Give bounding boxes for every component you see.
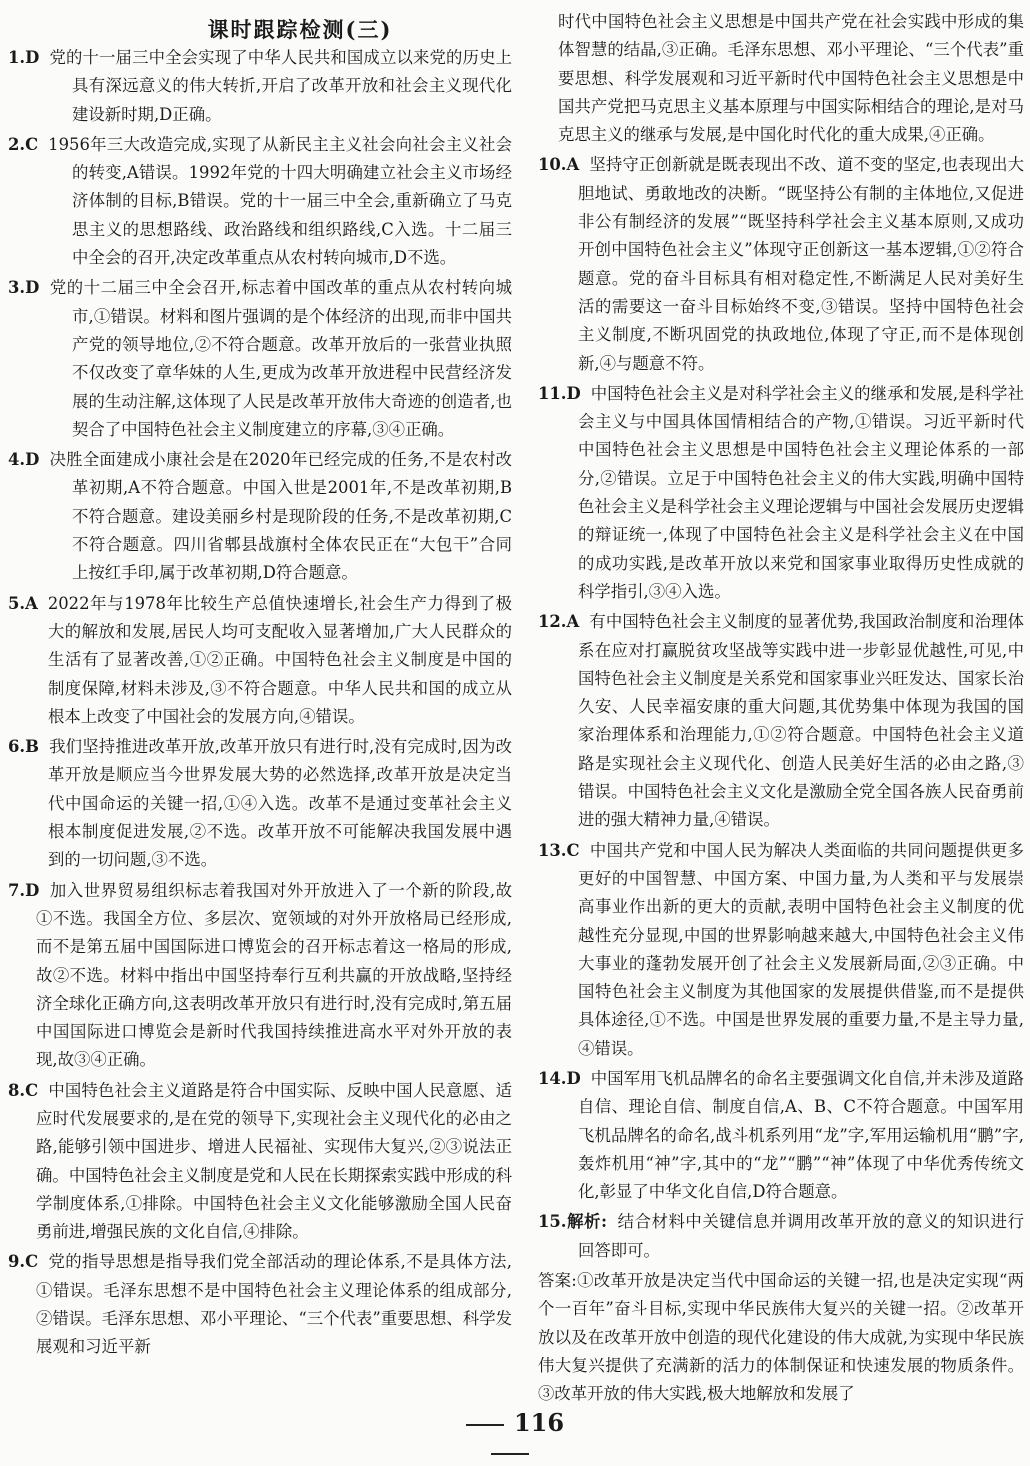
answer-text: 中国特色社会主义是对科学社会主义的继承和发展,是科学社会主义与中国具体国情相结合的产物,①错误。习近平新时代中国特色社会主义思想是中国特色社会主义理论体系的一部分,②错误。立足于中国特色社会主义的伟大实践,明确中国特色社会主义是科学社会主义理论逻辑与中国社会发展历史逻辑的辩证统一,体现了中国特色社会主义是科学社会主义在中国的成功实践,是改革开放以来党和国家事业取得历史性成就的科学指引,③④入选。 xyxy=(578,383,1024,601)
answer-text: 中国共产党和中国人民为解决人类面临的共同问题提供更多更好的中国智慧、中国方案、中国力量,为人类和平与发展崇高事业作出新的更大的贡献,表明中国特色社会主义制度的优越性充分显现,中国的世界影响越来越大,中国特色社会主义伟大事业的蓬勃发展开创了社会主义发展新局面,②③正确。中国特色社会主义制度为其他国家的发展提供借鉴,而不是提供具体途径,①不选。中国是世界发展的重要力量,不是主导力量,④错误。 xyxy=(578,840,1024,1058)
answer-text: 我们坚持推进改革开放,改革开放只有进行时,没有完成时,因为改革开放是顺应当今世界发展大势的必然选择,改革开放是决定当代中国命运的关键一招,①④入选。改革不是通过变革社会主义根本制度促进发展,②不选。改革开放不可能解决我国发展中遇到的一切问题,③不选。 xyxy=(48,737,512,870)
answer-number: 13.C xyxy=(538,840,580,860)
dash-left xyxy=(466,1424,504,1426)
answer-number: 8.C xyxy=(8,1080,39,1100)
answer-text: 坚持守正创新就是既表现出不改、道不变的坚定,也表现出大胆地试、勇敢地改的决断。“既坚持公有制的主体地位,又促进非公有制经济的发展”“既坚持科学社会主义基本原则,又成功开创中国特色社会主义”体现守正创新这一基本逻辑,①②符合题意。党的奋斗目标具有相对稳定性,不断满足人民对美好生活的需要这一奋斗目标始终不变,③错误。坚持中国特色社会主义制度,不断巩固党的执政地位,体现了守正,而不是体现创新,④与题意不符。 xyxy=(578,155,1024,373)
page-number-text: 116 xyxy=(513,1408,565,1437)
answer-item xyxy=(8,131,512,272)
answer-text: 加入世界贸易组织标志着我国对外开放进入了一个新的阶段,故①不选。我国全方位、多层次、宽领域的对外开放格局已经形成,而不是第五届中国国际进口博览会的召开标志着这一格局的形成,故②不选。材料中指出中国坚持奉行互利共赢的开放战略,坚持经济全球化正确方向,这表明改革开放只有进行时,没有完成时,第五届中国国际进口博览会是新时代我国持续推进高水平对外开放的表现,故③④正确。 xyxy=(36,880,512,1070)
answer-item xyxy=(8,1248,512,1361)
answer-number: 15.解析: xyxy=(538,1212,608,1232)
answer-text: 结合材料中关键信息并调用改革开放的意义的知识进行回答即可。 xyxy=(578,1212,1024,1260)
answer-item xyxy=(538,8,1024,149)
answer-text: 答案:①改革开放是决定当代中国命运的关键一招,也是决定实现“两个一百年”奋斗目标,实现中华民族伟大复兴的关键一招。②改革开放以及在改革开放中创造的现代化建设的伟大成就,为实现中华民族伟大复兴提供了充满新的活力的体制保证和快速发展的物质条件。③改革开放的伟大实践,极大地解放和发展了 xyxy=(538,1271,1024,1404)
answer-item xyxy=(8,590,512,731)
answer-number: 5.A xyxy=(8,593,38,613)
answer-item xyxy=(8,1077,512,1247)
answer-text: 决胜全面建成小康社会是在2020年已经完成的任务,不是农村改革初期,A不符合题意。中国入世是2001年,不是改革初期,B不符合题意。建设美丽乡村是现阶段的任务,不是改革初期,C不符合题意。四川省郫县战旗村全体农民正在“大包干”合同上按红手印,属于改革初期,D符合题意。 xyxy=(49,450,512,583)
answer-text: 中国军用飞机品牌名的命名主要强调文化自信,并未涉及道路自信、理论自信、制度自信,A、B、C不符合题意。中国军用飞机品牌名的命名,战斗机系列用“龙”字,军用运输机用“鹏”字,轰炸机用“神”字,其中的“龙”“鹏”“神”体现了中华优秀传统文化,彰显了中华文化自信,D符合题意。 xyxy=(578,1068,1024,1202)
answer-number: 11.D xyxy=(538,383,581,403)
right-column xyxy=(538,8,1024,1411)
answer-text: 中国特色社会主义道路是符合中国实际、反映中国人民意愿、适应时代发展要求的,是在党的领导下,实现社会主义现代化的必由之路,能够引领中国进步、增进人民福祉、实现伟大复兴,②③说法正确。中国特色社会主义制度是党和人民在长期探索实践中形成的科学制度体系,①排除。中国特色社会主义文化能够激励全国人民奋勇前进,增强民族的文化自信,④排除。 xyxy=(36,1080,512,1242)
answer-text: 党的十二届三中全会召开,标志着中国改革的重点从农村转向城市,①错误。材料和图片强调的是个体经济的出现,而非中国共产党的领导地位,②不符合题意。改革开放后的一张营业执照不仅改变了章华妹的人生,更成为改革开放进程中民营经济发展的生动注解,这体现了人民是改革开放伟大奇迹的创造者,也契合了中国特色社会主义制度建立的序幕,③④正确。 xyxy=(49,278,512,439)
answer-item xyxy=(538,608,1024,834)
answer-item xyxy=(8,877,512,1075)
left-column xyxy=(8,44,512,1364)
answer-text: 有中国特色社会主义制度的显著优势,我国政治制度和治理体系在应对打赢脱贫攻坚战等实践中进一步彰显优越性,可见,中国特色社会主义制度是关系党和国家事业兴旺发达、国家长治久安、人民幸福安康的重大问题,其优势集中体现为我国的国家治理体系和治理能力,①②符合题意。中国特色社会主义道路是实现社会主义现代化、创造人民美好生活的必由之路,③错误。中国特色社会主义文化是激励全党全国各族人民奋勇前进的强大精神力量,④错误。 xyxy=(578,612,1024,830)
answer-item xyxy=(538,151,1024,377)
answer-item xyxy=(538,837,1024,1063)
answer-text: 2022年与1978年比较生产总值快速增长,社会生产力得到了极大的解放和发展,居民人均可支配收入显著增加,广大人民群众的生活有了显著改善,①②正确。中国特色社会主义制度是中国的制度保障,材料未涉及,③不符合题意。中华人民共和国的成立从根本上改变了中国社会的发展方向,④错误。 xyxy=(47,593,512,726)
answer-item xyxy=(538,380,1024,606)
answer-number: 14.D xyxy=(538,1068,581,1088)
answer-text: 时代中国特色社会主义思想是中国共产党在社会实践中形成的集体智慧的结晶,③正确。毛泽东思想、邓小平理论、“三个代表”重要思想、科学发展观和习近平新时代中国特色社会主义思想是中国共产党把马克思主义基本原理与中国实际相结合的理论,是对马克思主义的继承与发展,是中国化时代化的重大成果,④正确。 xyxy=(558,12,1024,145)
answer-number: 3.D xyxy=(8,278,40,298)
dash-right xyxy=(491,1453,529,1455)
answer-number: 2.C xyxy=(8,134,39,154)
page-number xyxy=(430,1408,590,1466)
answer-item xyxy=(538,1208,1024,1265)
answer-item xyxy=(8,274,512,444)
answer-item xyxy=(538,1267,1024,1408)
answer-number: 7.D xyxy=(8,880,40,900)
answer-item xyxy=(8,44,512,129)
answer-item xyxy=(8,733,512,874)
answer-text: 党的十一届三中全会实现了中华人民共和国成立以来党的历史上具有深远意义的伟大转折,开启了改革开放和社会主义现代化建设新时期,D正确。 xyxy=(49,48,512,124)
answer-text: 1956年三大改造完成,实现了从新民主主义社会向社会主义社会的转变,A错误。1992年党的十四大明确建立社会主义市场经济体制的目标,B错误。党的十一届三中全会,重新确立了马克思主义的思想路线、政治路线和组织路线,C入选。十二届三中全会的召开,决定改革重点从农村转向城市,D不选。 xyxy=(48,134,512,268)
answer-number: 1.D xyxy=(8,48,40,67)
answer-item xyxy=(538,1065,1024,1206)
answer-number: 12.A xyxy=(538,612,580,632)
answer-number: 10.A xyxy=(538,155,580,175)
answer-text: 党的指导思想是指导我们党全部活动的理论体系,不是具体方法,①错误。毛泽东思想不是中国特色社会主义理论体系的组成部分,②错误。毛泽东思想、邓小平理论、“三个代表”重要思想、科学发展观和习近平新 xyxy=(36,1252,512,1357)
page-title: 课时跟踪检测(三) xyxy=(207,17,393,42)
answer-number: 9.C xyxy=(8,1252,39,1272)
answer-item xyxy=(8,446,512,587)
answer-number: 4.D xyxy=(8,450,40,470)
answer-number: 6.B xyxy=(8,737,39,757)
